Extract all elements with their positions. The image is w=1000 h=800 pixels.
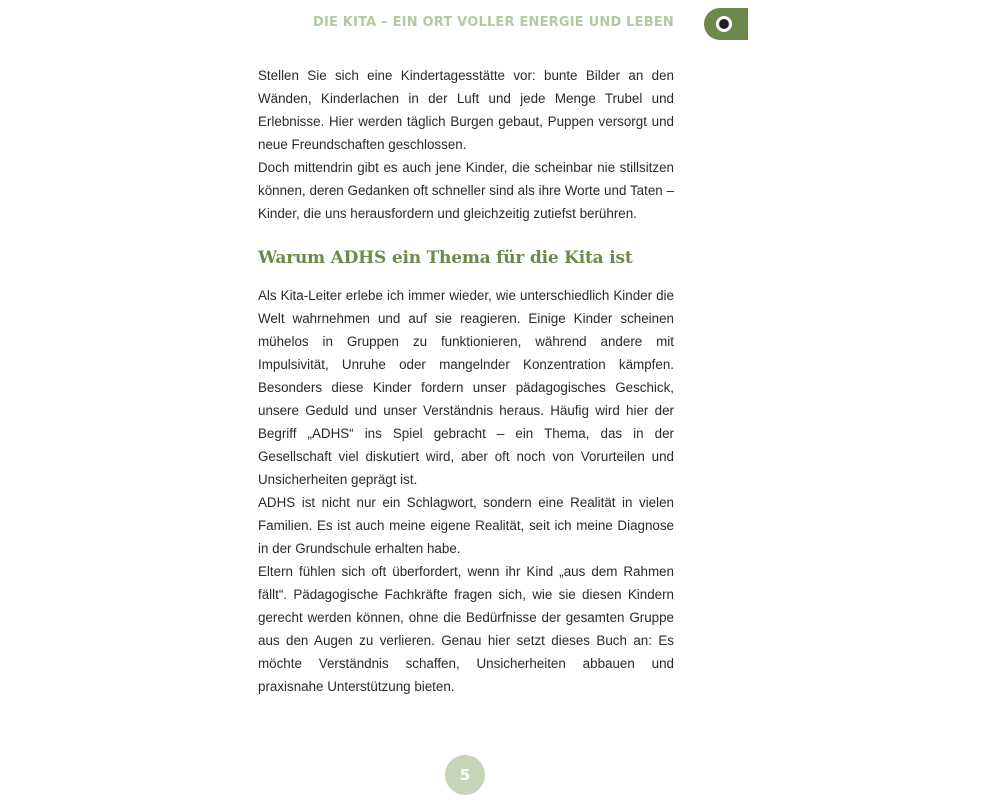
chapter-tab <box>704 8 748 40</box>
paragraph: Doch mittendrin gibt es auch jene Kinder, die scheinbar nie stillsitzen können, deren Gedanken oft schneller sind als ihre Worte und Taten – Kinder, die uns herausfordern und gleichzeitig zutiefst berühren. <box>258 160 674 221</box>
page-number: 5 <box>445 755 485 795</box>
section-heading: Warum ADHS ein Thema für die Kita ist <box>258 248 633 268</box>
paragraph: Als Kita-Leiter erlebe ich immer wieder, wie unterschiedlich Kinder die Welt wahrnehmen und auf sie reagieren. Einige Kinder scheinen mühelos in Gruppen zu funktionieren, während andere mit Impulsivität, Unruhe oder mangelnder Konzentration kämpfen. Besonders diese Kinder fordern unser pädagogisches Geschick, unsere Geduld und unser Verständnis heraus. Häufig wird hier der Begriff „ADHS“ ins Spiel gebracht – ein Thema, das in der Gesellschaft viel diskutiert wird, aber oft noch von Vorurteilen und Unsicherheiten geprägt ist. <box>258 288 674 487</box>
paragraph: ADHS ist nicht nur ein Schlagwort, sondern eine Realität in vielen Familien. Es ist auch meine eigene Realität, seit ich meine Diagnose in der Grundschule erhalten habe. <box>258 495 674 556</box>
page-content <box>258 64 674 698</box>
paragraph: Eltern fühlen sich oft überfordert, wenn ihr Kind „aus dem Rahmen fällt“. Pädagogische Fachkräfte fragen sich, wie sie diesen Kindern gerecht werden können, ohne die Bedürfnisse der gesamten Gruppe aus den Augen zu verlieren. Genau hier setzt dieses Buch an: Es möchte Verständnis schaffen, Unsicherheiten abbauen und praxisnahe Unterstützung bieten. <box>258 564 674 694</box>
paragraph: Stellen Sie sich eine Kindertagesstätte vor: bunte Bilder an den Wänden, Kinderlachen in der Luft und jede Menge Trubel und Erlebnisse. Hier werden täglich Burgen gebaut, Puppen versorgt und neue Freundschaften geschlossen. <box>258 68 674 152</box>
circle-dot-icon <box>716 16 732 32</box>
running-header: DIE KITA – EIN ORT VOLLER ENERGIE UND LEBEN <box>312 15 674 30</box>
